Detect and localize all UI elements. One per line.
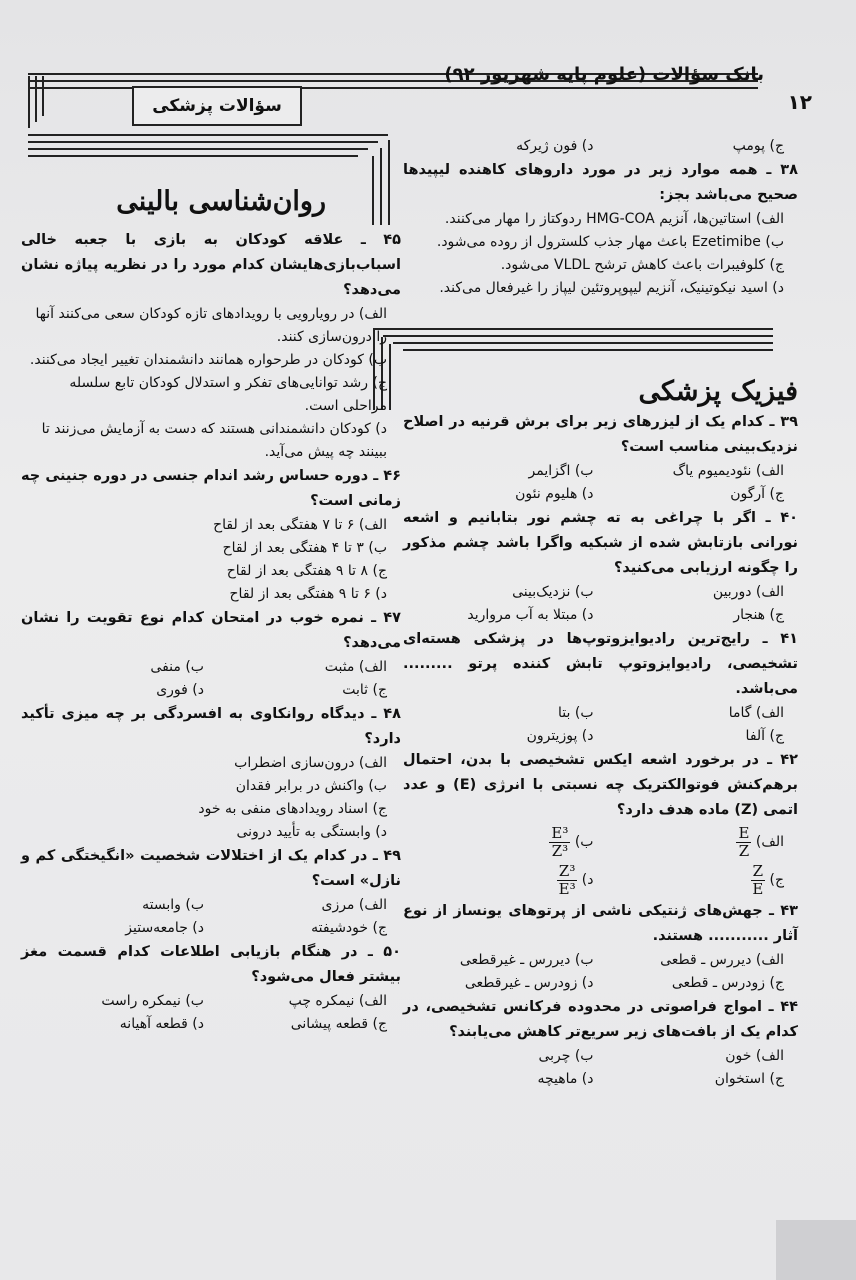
option-a: الف) دوربین — [712, 584, 784, 600]
option-d: د) وابستگی به تأیید درونی — [236, 824, 387, 840]
option-c: ج) اسناد رویدادهای منفی به خود — [198, 801, 387, 817]
option-c: ج) ثابت — [342, 682, 387, 698]
question-44: ۴۴ ـ امواج فراصوتی در محدوده فرکانس تشخیصی، در کدام یک از بافت‌های زیر سریع‌تر کاهش می‌یابند؟ — [403, 999, 798, 1040]
option-a: الف) استاتین‌ها، آنزیم HMG-COA ردوکتاز را مهار می‌کنند. — [444, 211, 784, 227]
option-d: د) پوزیترون — [526, 728, 594, 744]
option-b: ب) اگزایمر — [528, 463, 594, 479]
option-c: ج) آرگون — [730, 486, 784, 502]
option-d: د) زودرس ـ غیرقطعی — [464, 975, 594, 991]
option-a: الف) در رویارویی با رویدادهای تازه کودکان سعی می‌کنند آنها را درون‌سازی کنند. — [35, 306, 387, 345]
option-c: ج) آلفا — [745, 728, 784, 744]
page-number: ۱۲ — [787, 90, 812, 114]
option-a: الف) گاما — [728, 705, 784, 721]
question-43: ۴۳ ـ جهش‌های ژنتیکی ناشی از پرتوهای یونساز از نوع آثار ........... هستند. — [403, 903, 798, 944]
q41-options — [403, 702, 798, 748]
option-b: ب) چربی — [538, 1048, 594, 1064]
option-a: الف) مثبت — [324, 659, 387, 675]
option-d: د) هلیوم نئون — [515, 486, 594, 502]
option-b: ب) نزدیک‌بینی — [512, 584, 594, 600]
option-a: الف) خون — [725, 1048, 784, 1064]
option-b: ب) واکنش در برابر فقدان — [235, 778, 387, 794]
option-b: ب) $\frac{\text{E³}}{\text{Z³}}$ — [551, 823, 594, 860]
option-b: ب) ۳ تا ۴ هفتگی بعد از لقاح — [222, 540, 387, 556]
option-d: د) کودکان دانشمندانی هستند که دست به آزمایش می‌زنند تا ببینند چه پیش می‌آید. — [41, 421, 387, 460]
fraction-z3-over-e3: $\frac{\text{Z³}}{\text{E³}}$ — [558, 861, 576, 898]
right-column — [403, 135, 798, 1091]
header-corner-rules — [28, 76, 64, 128]
question-48: ۴۸ ـ دیدگاه روانکاوی به افسردگی بر چه میزی تأکید دارد؟ — [21, 706, 401, 747]
option-a: الف) نئودیمیوم یاگ — [672, 463, 784, 479]
section-frame-psychology — [28, 134, 388, 162]
option-c: ج) کلوفیبرات باعث کاهش ترشح VLDL می‌شود. — [500, 257, 784, 273]
fraction-e-over-z: $\frac{E}{Z}$ — [738, 823, 750, 860]
option-a: الف) نیمکره چپ — [288, 993, 387, 1009]
option-d: د) $\frac{\text{Z³}}{\text{E³}}$ — [558, 861, 594, 898]
option-d: د) فون ژیرکه — [516, 138, 594, 154]
option-c: ج) ۸ تا ۹ هفتگی بعد از لقاح — [226, 563, 387, 579]
option-d: د) مبتلا به آب مروارید — [467, 607, 594, 623]
option-d: د) فوری — [156, 682, 204, 698]
option-a: الف) مرزی — [321, 897, 387, 913]
option-a: الف) $\frac{E}{Z}$ — [738, 823, 784, 860]
option-b: ب) بتا — [558, 705, 594, 721]
q44-options — [403, 1045, 798, 1091]
option-d: د) جامعه‌ستیز — [125, 920, 204, 936]
option-d: د) اسید نیکوتینیک، آنزیم لیپوپروتئین لیپاز را غیرفعال می‌کند. — [439, 280, 784, 296]
option-c: ج) $\frac{Z}{E}$ — [752, 861, 784, 898]
question-38: ۳۸ ـ همه موارد زیر در مورد داروهای کاهنده لیپیدها صحیح می‌باشد بجز: — [403, 162, 798, 203]
option-b: ب) منفی — [150, 659, 204, 675]
option-c: ج) استخوان — [714, 1071, 784, 1087]
section-title-psychology: روان‌شناسی بالینی — [116, 186, 326, 217]
option-a: الف) دیررس ـ قطعی — [660, 952, 784, 968]
option-c: ج) هنجار — [733, 607, 784, 623]
q37-options — [403, 135, 798, 158]
q39-options — [403, 460, 798, 506]
option-b: ب) کودکان در طرحواره همانند دانشمندان تغییر ایجاد می‌کنند. — [29, 352, 387, 368]
question-40: ۴۰ ـ اگر با چراغی به ته چشم نور بتابانیم و اشعه نورانی بازتابش شده از شبکیه واگرا باشد چشم مذکور را چگونه ارزیابی می‌کنید؟ — [403, 510, 798, 576]
q50-options — [21, 990, 401, 1036]
book-title: بانک سؤالات (علوم پایه شهریور ۹۲) — [444, 64, 764, 85]
question-46: ۴۶ ـ دوره حساس رشد اندام جنسی در دوره جنینی چه زمانی است؟ — [21, 468, 401, 509]
option-b: ب) Ezetimibe باعث مهار جذب کلسترول از روده می‌شود. — [436, 234, 784, 250]
fraction-z-over-e: $\frac{Z}{E}$ — [752, 861, 764, 898]
option-c: ج) خودشیفته — [311, 920, 387, 936]
section-frame-physics — [403, 300, 798, 410]
q47-options — [21, 656, 401, 702]
question-42: ۴۲ ـ در برخورد اشعه ایکس تشخیصی با بدن، احتمال برهم‌کنش فوتوالکتریک چه نسبتی با انرژی (E) و عدد اتمی (Z) ماده هدف دارد؟ — [403, 752, 799, 818]
option-b: ب) نیمکره راست — [101, 993, 204, 1009]
option-a: الف) درون‌سازی اضطراب — [234, 755, 387, 771]
left-column — [21, 228, 401, 1036]
question-47: ۴۷ ـ نمره خوب در امتحان کدام نوع تقویت را نشان می‌دهد؟ — [21, 610, 401, 651]
question-45: ۴۵ ـ علاقه کودکان به بازی با جعبه خالی اسباب‌بازی‌هایشان کدام مورد را در نظریه پیاژه نشان می‌دهد؟ — [21, 232, 401, 298]
option-b: ب) وابسته — [142, 897, 204, 913]
option-d: د) قطعه آهیانه — [119, 1016, 204, 1032]
option-d: د) ماهیچه — [537, 1071, 594, 1087]
section-title-physics: فیزیک پزشکی — [638, 376, 798, 407]
q40-options — [403, 581, 798, 627]
question-39: ۳۹ ـ کدام یک از لیزرهای زیر برای برش قرنیه در اصلاح نزدیک‌بینی مناسب است؟ — [403, 414, 798, 455]
section-box: سؤالات پزشکی — [132, 86, 302, 126]
fraction-e3-over-z3: $\frac{\text{E³}}{\text{Z³}}$ — [551, 823, 569, 860]
option-c: ج) پومپ — [732, 138, 784, 154]
section-frame-psychology-vlines — [360, 140, 390, 225]
option-a: الف) ۶ تا ۷ هفتگی بعد از لقاح — [213, 517, 387, 533]
option-c: ج) رشد توانایی‌های تفکر و استدلال کودکان تابع سلسله مراحلی است. — [69, 375, 387, 414]
option-c: ج) قطعه پیشانی — [290, 1016, 387, 1032]
question-49: ۴۹ ـ در کدام یک از اختلالات شخصیت «انگیختگی کم و نازل» است؟ — [21, 848, 401, 889]
option-b: ب) دیررس ـ غیرقطعی — [459, 952, 594, 968]
page-shadow — [776, 1220, 856, 1280]
q49-options — [21, 894, 401, 940]
q43-options — [403, 949, 798, 995]
question-50: ۵۰ ـ در هنگام بازیابی اطلاعات کدام قسمت مغز بیشتر فعال می‌شود؟ — [21, 944, 401, 985]
q42-options — [403, 823, 798, 899]
question-41: ۴۱ ـ رایج‌ترین رادیوایزوتوپ‌ها در پزشکی هسته‌ای تشخیصی، رادیوایزوتوپ تابش کننده پرتو ......... می‌باشد. — [403, 631, 798, 697]
option-c: ج) زودرس ـ قطعی — [671, 975, 784, 991]
option-d: د) ۶ تا ۹ هفتگی بعد از لقاح — [229, 586, 387, 602]
